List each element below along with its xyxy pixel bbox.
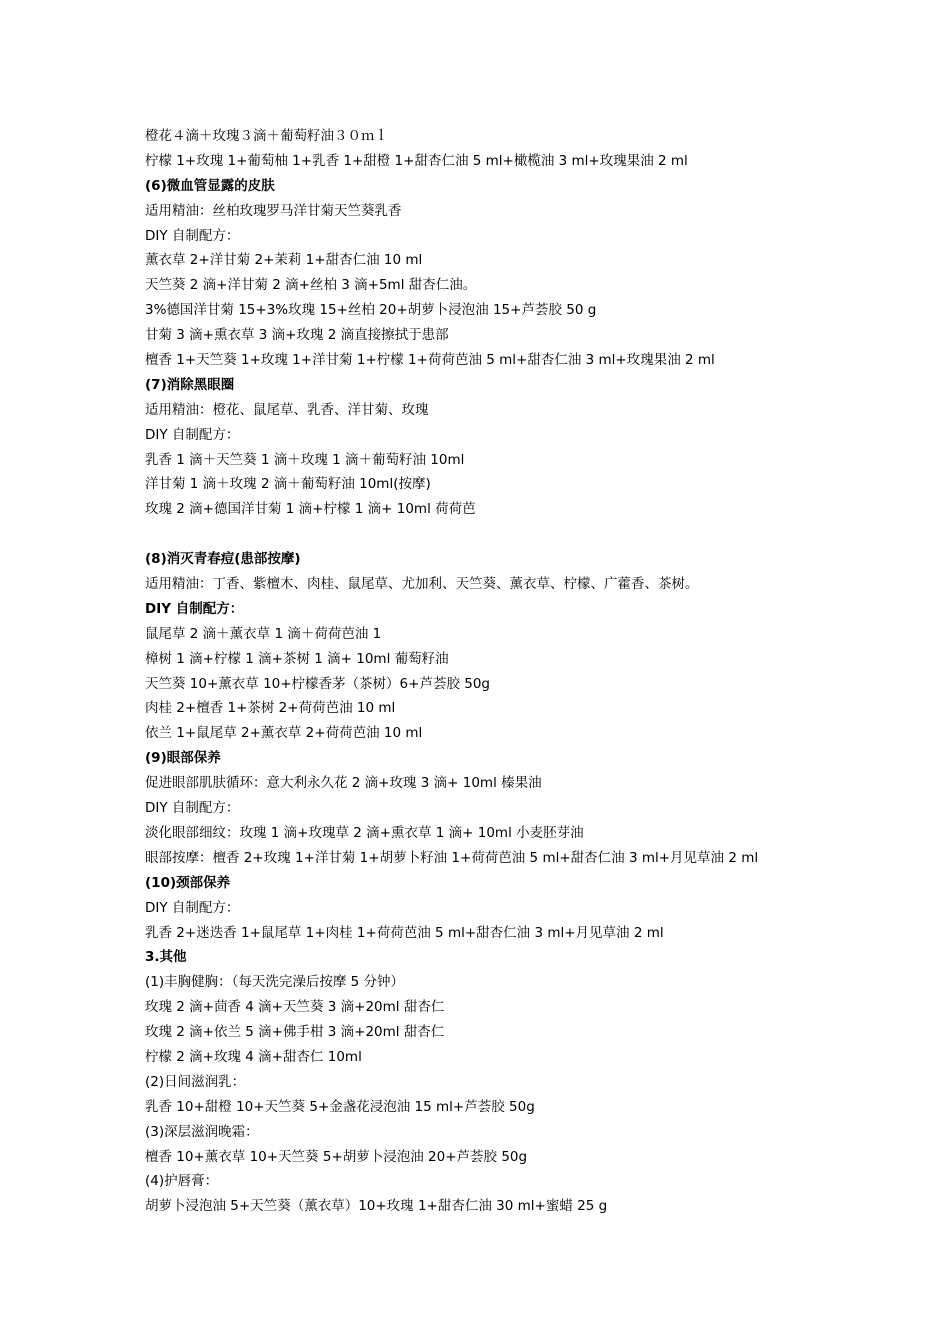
text-line: 乳香 2+迷迭香 1+鼠尾草 1+肉桂 1+荷荷芭油 5 ml+甜杏仁油 3 ml+月见草油 2 ml (145, 924, 664, 941)
text-line: 檀香 1+天竺葵 1+玫瑰 1+洋甘菊 1+柠檬 1+荷荷芭油 5 ml+甜杏仁油 3 ml+玫瑰果油 2 ml (145, 352, 715, 369)
text-line: 乳香 10+甜橙 10+天竺葵 5+金盏花浸泡油 15 ml+芦荟胶 50g (145, 1098, 535, 1115)
text-line: 甘菊 3 滴+熏衣草 3 滴+玫瑰 2 滴直接擦拭于患部 (145, 327, 449, 344)
text-line: 檀香 10+薰衣草 10+天竺葵 5+胡萝卜浸泡油 20+芦荟胶 50g (145, 1148, 528, 1165)
text-line: (2)日间滋润乳： (145, 1073, 246, 1090)
text-line: DIY 自制配方： (145, 800, 240, 817)
section-heading: 3.其他 (145, 949, 187, 966)
text-line: 樟树 1 滴+柠檬 1 滴+茶树 1 滴+ 10ml 葡萄籽油 (145, 650, 449, 667)
text-line: (1)丰胸健胸：（每天洗完澡后按摩 5 分钟） (145, 974, 405, 991)
text-line: 乳香 1 滴＋天竺葵 1 滴＋玫瑰 1 滴＋葡萄籽油 10ml (145, 451, 465, 468)
text-line: 胡萝卜浸泡油 5+天竺葵（薰衣草）10+玫瑰 1+甜杏仁油 30 ml+蜜蜡 25 g (145, 1198, 608, 1215)
subheading: DIY 自制配方： (145, 600, 244, 617)
text-line: (3)深层滋润晚霜： (145, 1123, 259, 1140)
text-line: 眼部按摩：檀香 2+玫瑰 1+洋甘菊 1+胡萝卜籽油 1+荷荷芭油 5 ml+甜杏仁油 3 ml+月见草油 2 ml (145, 849, 759, 866)
text-line: 适用精油：橙花、鼠尾草、乳香、洋甘菊、玫瑰 (145, 401, 429, 418)
section-heading: (10)颈部保养 (145, 874, 231, 891)
text-line: 柠檬 1+玫瑰 1+葡萄柚 1+乳香 1+甜橙 1+甜杏仁油 5 ml+橄榄油 3 ml+玫瑰果油 2 ml (145, 152, 688, 169)
text-line: 橙花４滴＋玫瑰３滴＋葡萄籽油３０ｍｌ (145, 128, 388, 144)
document-page (145, 124, 925, 1219)
text-line: DIY 自制配方： (145, 227, 240, 244)
blank-line (145, 522, 925, 547)
text-line: 薰衣草 2+洋甘菊 2+茉莉 1+甜杏仁油 10 ml (145, 252, 423, 269)
text-line: 天竺葵 2 滴+洋甘菊 2 滴+丝柏 3 滴+5ml 甜杏仁油。 (145, 277, 477, 294)
text-line: 促进眼部肌肤循环：意大利永久花 2 滴+玫瑰 3 滴+ 10ml 榛果油 (145, 775, 542, 792)
text-line: DIY 自制配方： (145, 899, 240, 916)
text-line: 肉桂 2+檀香 1+茶树 2+荷荷芭油 10 ml (145, 700, 396, 717)
section-heading: (7)消除黑眼圈 (145, 376, 235, 393)
text-line: 淡化眼部细纹：玫瑰 1 滴+玫瑰草 2 滴+熏衣草 1 滴+ 10ml 小麦胚芽油 (145, 824, 584, 841)
text-line: 适用精油：丁香、紫檀木、肉桂、鼠尾草、尤加利、天竺葵、薰衣草、柠檬、广藿香、茶树。 (145, 576, 699, 593)
text-line: (4)护唇膏： (145, 1173, 219, 1190)
text-line: 依兰 1+鼠尾草 2+薰衣草 2+荷荷芭油 10 ml (145, 725, 423, 742)
text-line: 鼠尾草 2 滴＋薰衣草 1 滴＋荷荷芭油 1 (145, 625, 382, 642)
text-line: DIY 自制配方： (145, 426, 240, 443)
text-line: 天竺葵 10+薰衣草 10+柠檬香茅（茶树）6+芦荟胶 50g (145, 675, 491, 692)
section-heading: (9)眼部保养 (145, 750, 221, 767)
text-line: 适用精油：丝柏玫瑰罗马洋甘菊天竺葵乳香 (145, 202, 402, 219)
text-line: 玫瑰 2 滴+依兰 5 滴+佛手柑 3 滴+20ml 甜杏仁 (145, 1024, 445, 1041)
text-line: 洋甘菊 1 滴＋玫瑰 2 滴＋葡萄籽油 10ml(按摩) (145, 476, 431, 493)
section-heading: (8)消灭青春痘(患部按摩) (145, 551, 301, 568)
text-line: 玫瑰 2 滴+德国洋甘菊 1 滴+柠檬 1 滴+ 10ml 荷荷芭 (145, 501, 476, 518)
text-line: 3%德国洋甘菊 15+3%玫瑰 15+丝柏 20+胡萝卜浸泡油 15+芦荟胶 50 g (145, 302, 597, 319)
section-heading: (6)微血管显露的皮肤 (145, 177, 275, 194)
text-line: 柠檬 2 滴+玫瑰 4 滴+甜杏仁 10ml (145, 1048, 362, 1065)
text-line: 玫瑰 2 滴+茴香 4 滴+天竺葵 3 滴+20ml 甜杏仁 (145, 999, 445, 1016)
